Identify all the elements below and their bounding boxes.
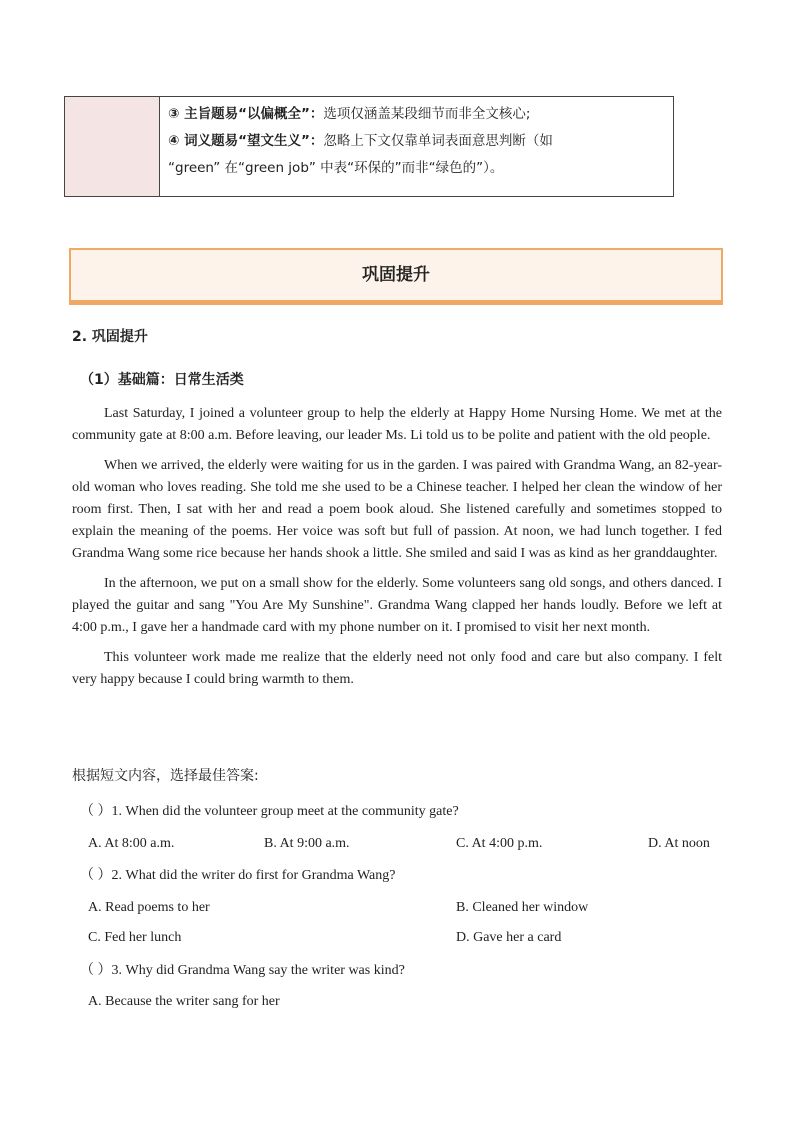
question-3-option-a: A. Because the writer sang for her [88,994,280,1009]
section-subheading: （1）基础篇：日常生活类 [80,372,244,388]
tip-3-head: ③ 主旨题易“以偏概全”： [168,106,324,122]
question-1-option-d: D. At noon [648,836,710,851]
tips-table-label-cell [65,97,160,196]
passage-paragraph-3: In the afternoon, we put on a small show for the elderly. Some volunteers sang old songs, and others danced. I played the guitar and sang "You Are My Sunshine". Grandma Wang clapped her hands loudly. Before we left at 4:00 p.m., I gave her a handmade card with my phone number on it. I promised to visit her next month. [72,576,722,635]
tip-3 [168,101,665,128]
tip-4-body: 忽略上下文仅靠单词表面意思判断（如 [323,133,553,149]
section-heading: 2. 巩固提升 [72,329,148,345]
question-instruction: 根据短文内容，选择最佳答案: [72,768,259,784]
question-2-option-b: B. Cleaned her window [456,900,589,915]
passage-paragraph-2: When we arrived, the elderly were waiting for us in the garden. I was paired with Grandma Wang, an 82-year-old woman who loves reading. She told me she used to be a Chinese teacher. I helped her clean the window of her room first. Then, I sat with her and read a poem book aloud. She listened carefully and sometimes stopped to explain the meaning of the poems. Her voice was soft but full of passion. At noon, we had lunch together. I fed Grandma Wang some rice because her hands shook a little. She smiled and said I was as kind as her granddaughter. [72,458,722,561]
question-2-option-c: C. Fed her lunch [88,930,182,945]
section-banner: 巩固提升 [69,248,723,300]
question-3-stem: （ ）3. Why did Grandma Wang say the writer was kind? [80,963,405,978]
banner-underline [69,300,723,305]
reading-passage [72,403,722,699]
question-1-option-a: A. At 8:00 a.m. [88,836,175,851]
tip-4-body-continued: “green” 在“green job” 中表“环保的”而非“绿色的”）。 [168,160,504,176]
tip-4-head: ④ 词义题易“望文生义”： [168,133,324,149]
tip-3-body: 选项仅涵盖某段细节而非全文核心; [323,106,531,122]
question-1-option-c: C. At 4:00 p.m. [456,836,543,851]
passage-paragraph-4: This volunteer work made me realize that the elderly need not only food and care but also company. I felt very happy because I could bring warmth to them. [72,650,722,687]
question-2-stem: （ ）2. What did the writer do first for Grandma Wang? [80,868,396,883]
question-2-option-d: D. Gave her a card [456,930,562,945]
tips-table-content-cell [160,97,673,196]
question-1-stem: （ ）1. When did the volunteer group meet at the community gate? [80,804,459,819]
question-2-option-a: A. Read poems to her [88,900,210,915]
tips-table [64,96,674,197]
passage-paragraph-1: Last Saturday, I joined a volunteer group to help the elderly at Happy Home Nursing Home. We met at the community gate at 8:00 a.m. Before leaving, our leader Ms. Li told us to be polite and patient with the old people. [72,406,722,443]
question-1-option-b: B. At 9:00 a.m. [264,836,350,851]
tip-4 [168,128,665,155]
